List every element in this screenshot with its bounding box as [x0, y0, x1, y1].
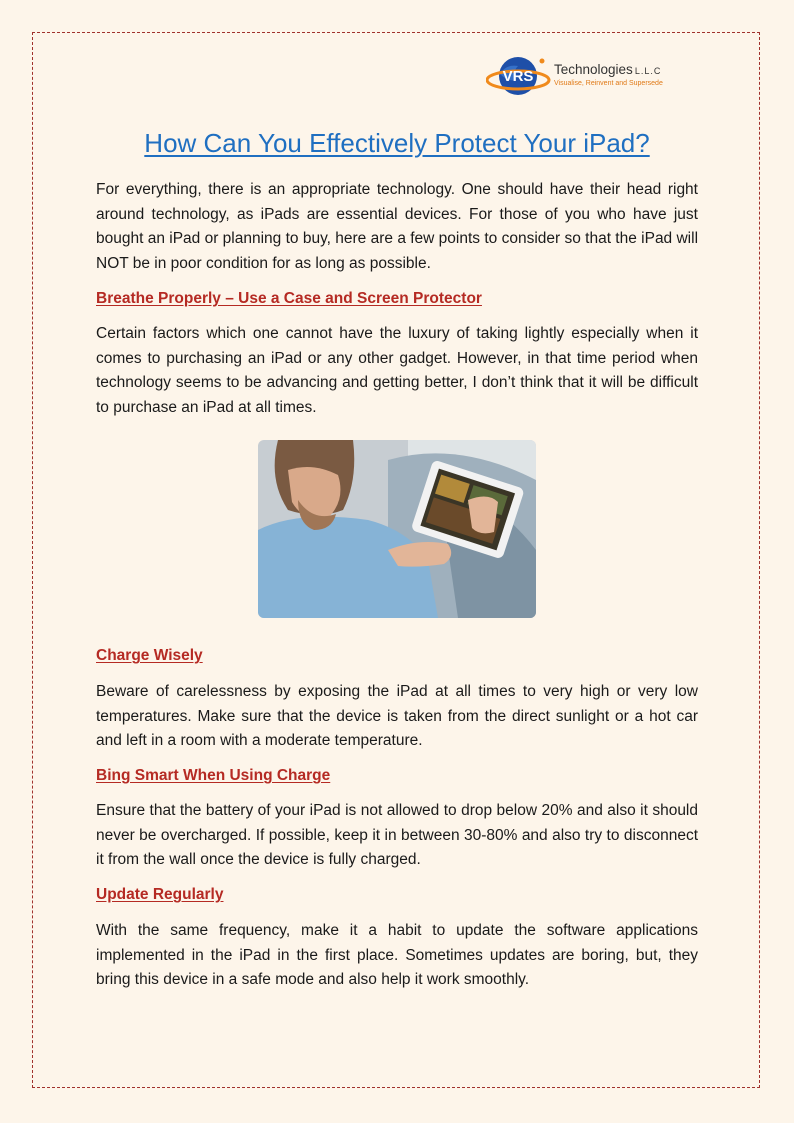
company-suffix: L.L.C [634, 66, 662, 76]
company-name-text: Technologies [554, 62, 633, 77]
section-body-case: Certain factors which one cannot have the luxury of taking lightly especially when it comes to purchasing an iPad or any other gadget. However, in that time period when technology seems to be advancing and getting better, I don’t think that it will be difficult to purchase an iPad at all times. [96, 325, 698, 416]
company-logo[interactable] [486, 52, 698, 100]
globe-logo-icon [486, 52, 552, 100]
section-heading-charge-wisely: Charge Wisely [96, 647, 203, 664]
ipad-photo-illustration [258, 440, 536, 618]
section-heading-case: Breathe Properly – Use a Case and Screen Protector [96, 290, 482, 307]
company-name [554, 62, 661, 77]
page-title: How Can You Effectively Protect Your iPad? [144, 128, 650, 158]
section-body-bing-smart: Ensure that the battery of your iPad is not allowed to drop below 20% and also it should never be overcharged. If possible, keep it in between 30-80% and also try to disconnect it from the wall once the device is fully charged. [96, 802, 698, 868]
section-body-update: With the same frequency, make it a habit to update the software applications implemented in the iPad in the first place. Sometimes updates are boring, but, they bring this device in a safe mode and also help it work smoothly. [96, 922, 698, 988]
intro-paragraph: For everything, there is an appropriate technology. One should have their head right around technology, as iPads are essential devices. For those of you who have just bought an iPad or planning to buy, here are a few points to consider so that the iPad will NOT be in poor condition for as long as possible. [96, 181, 699, 272]
ipad-user-photo [258, 440, 536, 618]
svg-text:VRS: VRS [502, 68, 534, 85]
company-tagline: Visualise, Reinvent and Supersede [554, 80, 663, 87]
section-heading-update: Update Regularly [96, 886, 224, 903]
section-heading-bing-smart: Bing Smart When Using Charge [96, 767, 331, 784]
section-body-charge-wisely: Beware of carelessness by exposing the iPad at all times to very high or very low temperatures. Make sure that the device is taken from the direct sunlight or a hot car and left in a room with a moderate temperature. [96, 683, 698, 749]
